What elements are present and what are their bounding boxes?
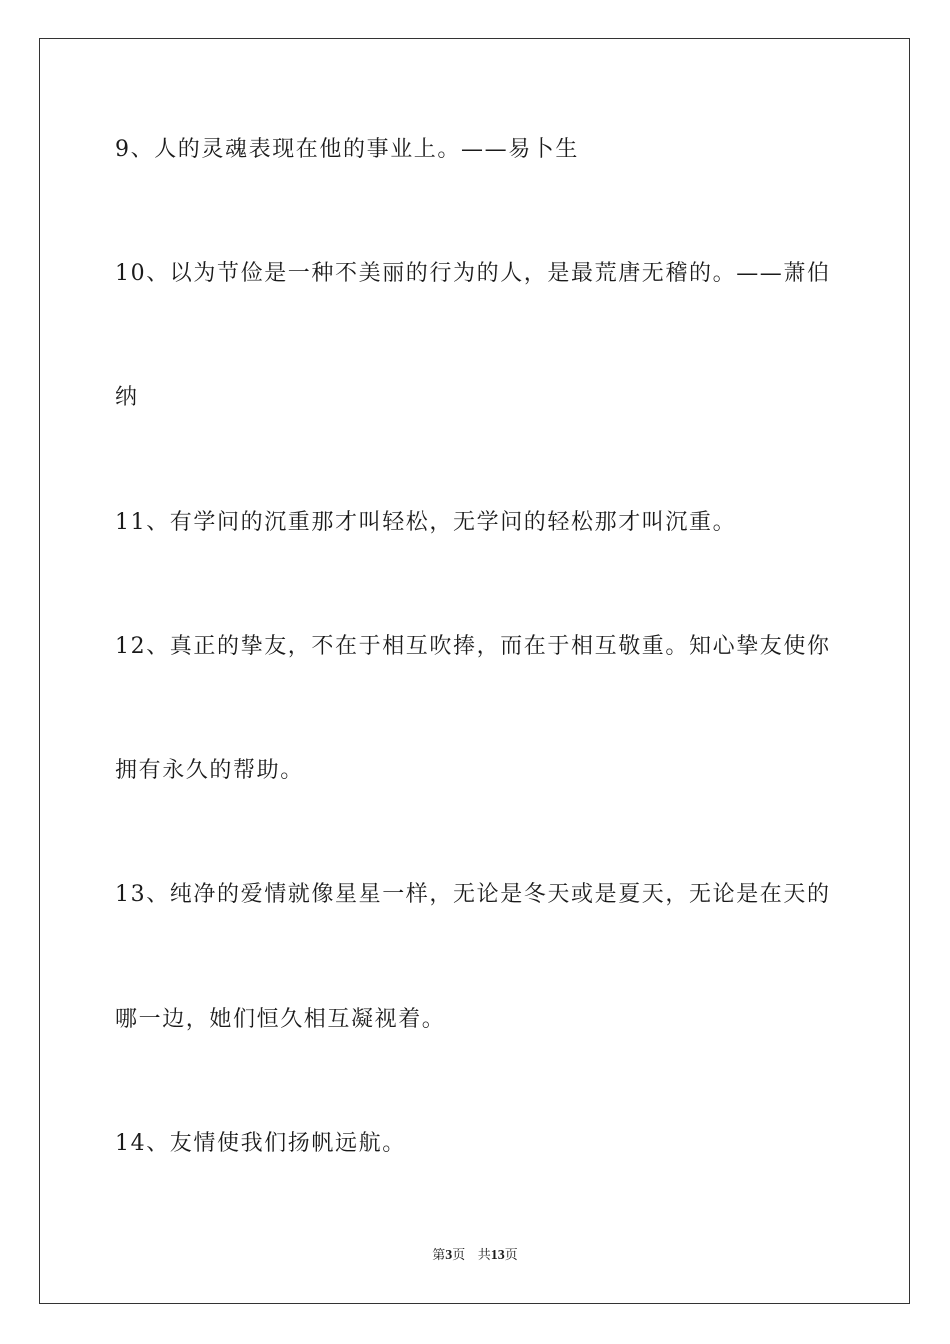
- quote-10-line-2: 纳: [115, 385, 139, 410]
- quote-12-line-2: 拥有永久的帮助。: [115, 758, 304, 783]
- quote-10-line-1: 10、以为节俭是一种不美丽的行为的人，是最荒唐无稽的。——萧伯: [115, 261, 831, 286]
- quote-9-line: 9、人的灵魂表现在他的事业上。——易卜生: [115, 137, 579, 162]
- footer-page-prefix: 第: [432, 1248, 446, 1263]
- quote-11-line: 11、有学问的沉重那才叫轻松，无学问的轻松那才叫沉重。: [115, 510, 737, 535]
- quote-12-line-1: 12、真正的挚友，不在于相互吹捧，而在于相互敬重。知心挚友使你: [115, 634, 831, 659]
- page-border: [39, 38, 910, 1304]
- footer-page-suffix: 页: [452, 1248, 466, 1263]
- footer-page-number: 3: [445, 1248, 453, 1263]
- page-footer: [0, 1247, 950, 1265]
- quote-14-line: 14、友情使我们扬帆远航。: [115, 1131, 406, 1156]
- quote-13-line-1: 13、纯净的爱情就像星星一样，无论是冬天或是夏天，无论是在天的: [115, 882, 831, 907]
- quote-13-line-2: 哪一边，她们恒久相互凝视着。: [115, 1007, 446, 1032]
- footer-total-prefix: 共: [477, 1248, 491, 1263]
- footer-total-pages: 13: [490, 1248, 505, 1263]
- footer-total-suffix: 页: [504, 1248, 518, 1263]
